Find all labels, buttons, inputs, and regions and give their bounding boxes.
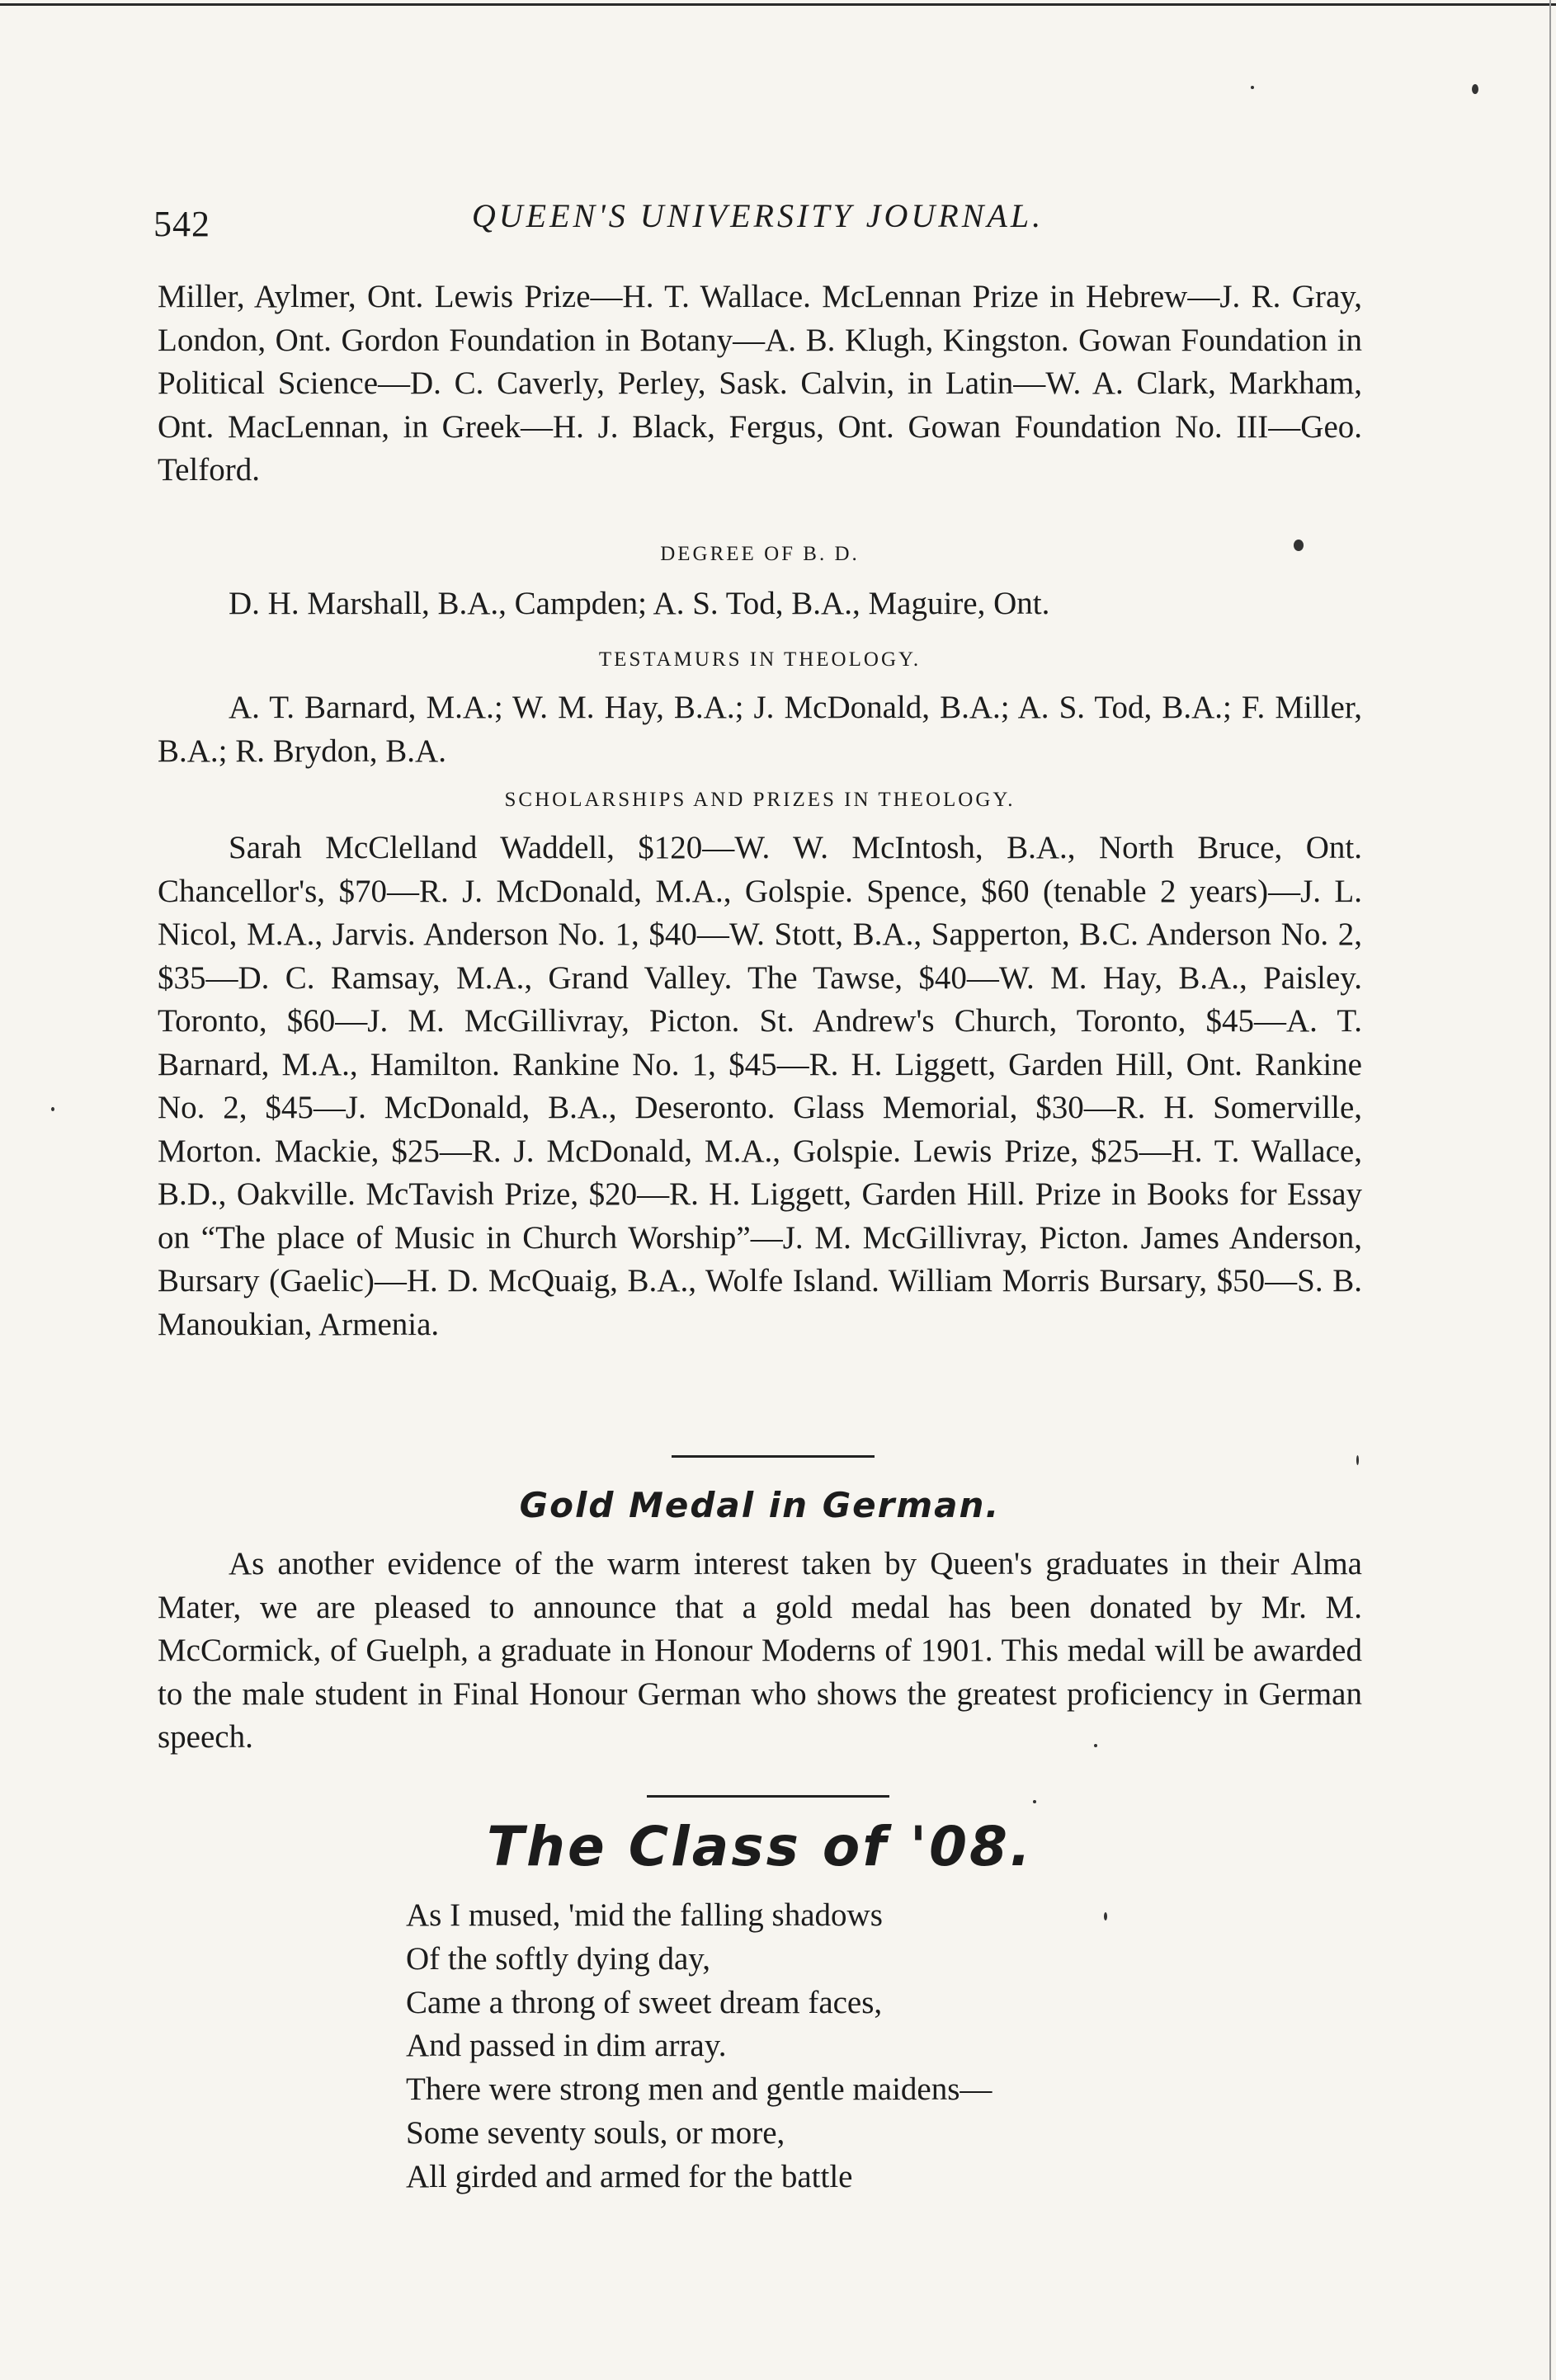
class-poem-verse [406,1894,1148,2199]
section-divider-rule [672,1455,875,1458]
top-border-rule [0,3,1556,6]
poem-line: All girded and armed for the battle [406,2158,853,2194]
intro-paragraph: Miller, Aylmer, Ont. Lewis Prize—H. T. Wallace. McLennan Prize in Hebrew—J. R. Gray, London, Ont. Gordon Foundation in Botany—A. B. Klugh, Kingston. Gowan Foundation in Political Science—D. C. Caverly, Perley, Sask. Calvin, in Latin—W. A. Clark, Markham, Ont. MacLennan, in Greek—H. J. Black, Fergus, Ont. Gowan Foundation No. III—Geo. Telford. [158,279,1362,488]
gold-medal-body: As another evidence of the warm interest taken by Queen's graduates in their Alma Mater, we are pleased to announce that a gold medal has been donated by Mr. M. McCormick, of Guelph, a graduate in Honour Moderns of 1901. This medal will be awarded to the male student in Final Honour German who shows the greatest proficiency in German speech. [158,1546,1362,1755]
section-body-scholarships: Sarah McClelland Waddell, $120—W. W. McIntosh, B.A., North Bruce, Ont. Chancellor's, $70—R. J. McDonald, M.A., Golspie. Spence, $60 (tenable 2 years)—J. L. Nicol, M.A., Jarvis. Anderson No. 1, $40—W. Stott, B.A., Sapperton, B.C. Anderson No. 2, $35—D. C. Ramsay, M.A., Grand Valley. The Tawse, $40—W. M. Hay, B.A., Paisley. Toronto, $60—J. M. McGillivray, Picton. St. Andrew's Church, Toronto, $45—A. T. Barnard, M.A., Hamilton. Rankine No. 1, $45—R. H. Liggett, Garden Hill, Ont. Rankine No. 2, $45—J. McDonald, B.A., Deseronto. Glass Memorial, $30—R. H. Somerville, Morton. Mackie, $25—R. J. McDonald, M.A., Golspie. Lewis Prize, $25—H. T. Wallace, B.D., Oakville. McTavish Prize, $20—R. H. Liggett, Garden Hill. Prize in Books for Essay on “The place of Music in Church Worship”—J. M. McGillivray, Picton. James Anderson, Bursary (Gaelic)—H. D. McQuaig, B.A., Wolfe Island. William Morris Bursary, $50—S. B. Manoukian, Armenia. [158,830,1362,1342]
page-number: 542 [153,204,210,244]
ink-speck [1294,540,1304,551]
ink-speck [51,1107,54,1111]
poem-divider-rule [647,1795,889,1798]
poem-line: Of the softly dying day, [406,1940,710,1977]
ink-speck [1356,1455,1359,1465]
running-title: QUEEN'S UNIVERSITY JOURNAL. [471,197,1044,234]
page-header [153,191,1362,249]
section-heading-degree: DEGREE OF B. D. [660,543,860,565]
gold-medal-title: Gold Medal in German. [519,1485,1001,1525]
poem-line: And passed in dim array. [406,2028,727,2064]
section-heading-scholarships: SCHOLARSHIPS AND PRIZES IN THEOLOGY. [504,789,1016,811]
poem-line: There were strong men and gentle maidens— [406,2071,993,2108]
ink-speck [1094,1744,1097,1747]
right-page-edge [1549,0,1551,2380]
ink-speck [1033,1800,1036,1803]
section-heading-testamurs: TESTAMURS IN THEOLOGY. [598,648,922,671]
poem-line: Came a throng of sweet dream faces, [406,1984,883,2020]
section-body-testamurs: A. T. Barnard, M.A.; W. M. Hay, B.A.; J. McDonald, B.A.; A. S. Tod, B.A.; F. Miller, B.A.; R. Brydon, B.A. [158,690,1362,769]
class-poem-title: The Class of '08. [486,1815,1034,1878]
poem-line: Some seventy souls, or more, [406,2114,785,2151]
section-body-degree: D. H. Marshall, B.A., Campden; A. S. Tod, B.A., Maguire, Ont. [229,586,1050,621]
ink-speck [1104,1912,1107,1920]
ink-speck [1472,84,1478,94]
ink-speck [1251,86,1254,89]
poem-line: As I mused, 'mid the falling shadows [406,1897,883,1933]
